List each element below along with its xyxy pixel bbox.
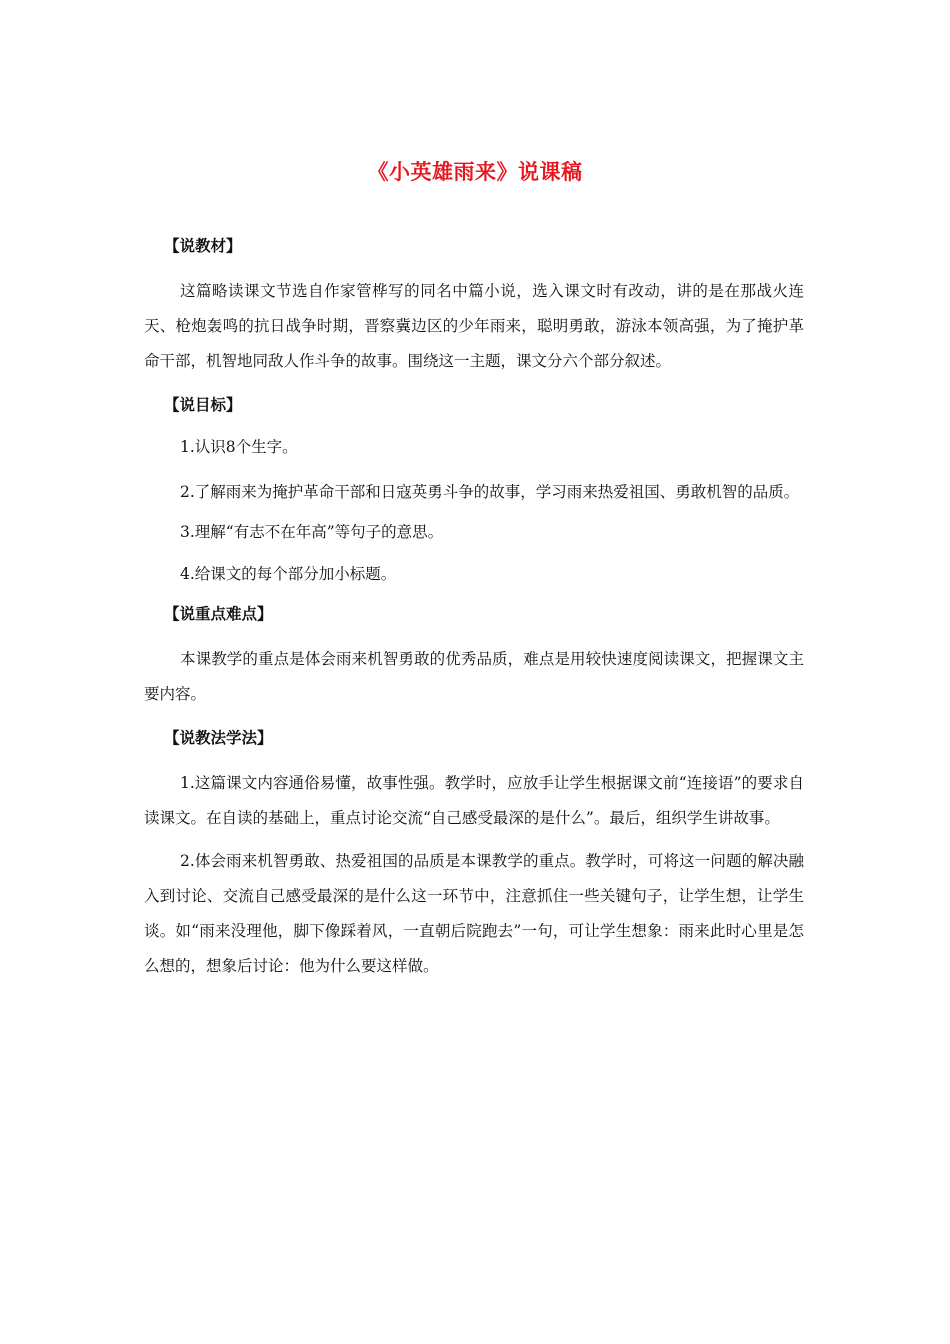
document-title: 《小英雄雨来》说课稿: [367, 160, 583, 184]
section-heading-material: 【说教材】: [164, 237, 242, 255]
section-heading-methods: 【说教法学法】: [164, 729, 273, 747]
method-item-1: 1.这篇课文内容通俗易懂，故事性强。教学时，应放手让学生根据课文前“连接语”的要求自读课文。在自读的基础上，重点讨论交流“自己感受最深的是什么”。最后，组织学生讲故事。: [144, 774, 804, 827]
goal-item-1: 1.认识8个生字。: [180, 438, 298, 456]
document-body: [144, 234, 804, 992]
method-item-2: 2.体会雨来机智勇敢、热爱祖国的品质是本课教学的重点。教学时，可将这一问题的解决融入到讨论、交流自己感受最深的是什么这一环节中，注意抓住一些关键句子，让学生想，让学生谈。如“雨来没理他，脚下像踩着风，一直朝后院跑去”一句，可让学生想象：雨来此时心里是怎么想的，想象后讨论：他为什么要这样做。: [144, 852, 804, 975]
goal-item-4: 4.给课文的每个部分加小标题。: [180, 565, 397, 583]
goal-item-2: 2.了解雨来为掩护革命干部和日寇英勇斗争的故事，学习雨来热爱祖国、勇敢机智的品质。: [180, 483, 800, 501]
section-heading-keypoints: 【说重点难点】: [164, 605, 273, 623]
keypoints-paragraph: 本课教学的重点是体会雨来机智勇敢的优秀品质，难点是用较快速度阅读课文，把握课文主要内容。: [144, 650, 804, 703]
goal-item-3: 3.理解“有志不在年高”等句子的意思。: [180, 523, 444, 541]
section-heading-goals: 【说目标】: [164, 396, 242, 414]
material-paragraph: 这篇略读课文节选自作家管桦写的同名中篇小说，选入课文时有改动，讲的是在那战火连天、枪炮轰鸣的抗日战争时期，晋察冀边区的少年雨来，聪明勇敢，游泳本领高强，为了掩护革命干部，机智地同敌人作斗争的故事。围绕这一主题，课文分六个部分叙述。: [144, 282, 804, 370]
